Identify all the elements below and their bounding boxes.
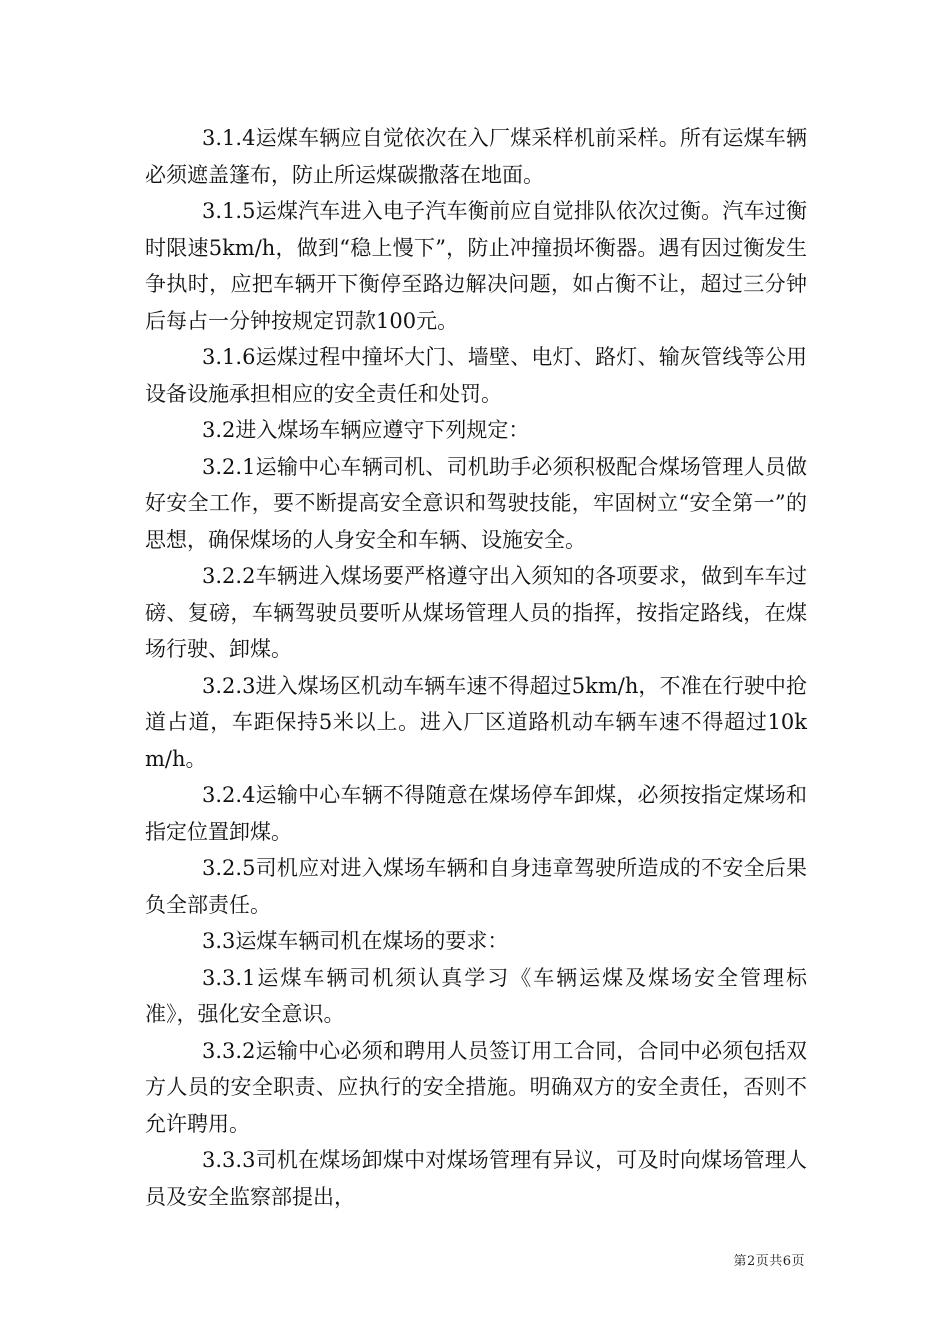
paragraph-3-2-2: 3.2.2车辆进入煤场要严格遵守出入须知的各项要求，做到车车过磅、复磅，车辆驾驶员要听从煤场管理人员的指挥，按指定路线，在煤场行驶、卸煤。: [145, 564, 807, 661]
paragraph-3-2-4: 3.2.4运输中心车辆不得随意在煤场停车卸煤，必须按指定煤场和指定位置卸煤。: [145, 783, 807, 844]
paragraph-3-3-3: 3.3.3司机在煤场卸煤中对煤场管理有异议，可及时向煤场管理人员及安全监察部提出，: [145, 1148, 807, 1209]
paragraph-3-2-5: 3.2.5司机应对进入煤场车辆和自身违章驾驶所造成的不安全后果负全部责任。: [145, 856, 807, 917]
paragraph-3-2-3: 3.2.3进入煤场区机动车辆车速不得超过5km/h，不准在行驶中抢道占道，车距保持5米以上。进入厂区道路机动车辆车速不得超过10km/h。: [145, 673, 807, 771]
section-heading-3-2: 3.2进入煤场车辆应遵守下列规定：: [202, 418, 530, 442]
page-number-footer: 第2页共6页: [733, 1254, 805, 1269]
paragraph-3-3-2: 3.3.2运输中心必须和聘用人员签订用工合同，合同中必须包括双方人员的安全职责、应执行的安全措施。明确双方的安全责任，否则不允许聘用。: [145, 1038, 807, 1136]
document-body: [145, 120, 807, 1215]
section-heading-3-3: 3.3运煤车辆司机在煤场的要求：: [202, 929, 509, 953]
paragraph-3-1-5: 3.1.5运煤汽车进入电子汽车衡前应自觉排队依次过衡。汽车过衡时限速5km/h，做到“稳上慢下”，防止冲撞损坏衡器。遇有因过衡发生争执时，应把车辆开下衡停至路边解决问题，如占衡不让，超过三分钟后每占一分钟按规定罚款100元。: [145, 199, 807, 333]
paragraph-3-3-1: 3.3.1运煤车辆司机须认真学习《车辆运煤及煤场安全管理标准》，强化安全意识。: [145, 965, 807, 1026]
paragraph-3-1-6: 3.1.6运煤过程中撞坏大门、墙壁、电灯、路灯、输灰管线等公用设备设施承担相应的安全责任和处罚。: [145, 345, 807, 406]
paragraph-3-2-1: 3.2.1运输中心车辆司机、司机助手必须积极配合煤场管理人员做好安全工作，要不断提高安全意识和驾驶技能，牢固树立“安全第一”的思想，确保煤场的人身安全和车辆、设施安全。: [145, 454, 807, 552]
paragraph-3-1-4: 3.1.4运煤车辆应自觉依次在入厂煤采样机前采样。所有运煤车辆必须遮盖篷布，防止所运煤碳撒落在地面。: [145, 126, 807, 187]
